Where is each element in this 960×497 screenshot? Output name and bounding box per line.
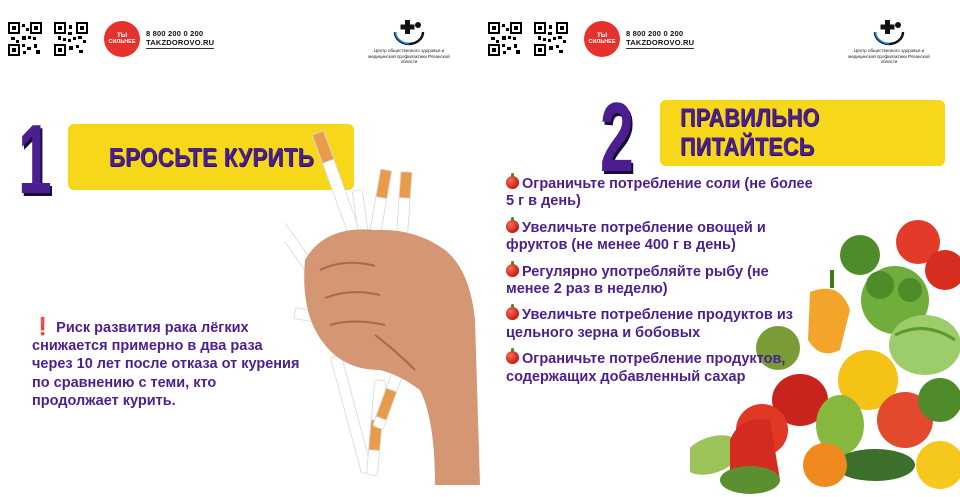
broken-cigarettes-hand-image [285,120,480,485]
brand-badge [584,21,620,57]
badge-line: СИЛЬНЕЕ [588,38,616,45]
qr-code-icon [8,22,42,56]
header-contacts [488,18,694,60]
list-item [506,351,816,386]
qr-code-icon [54,22,88,56]
apple-icon [506,307,519,320]
badge-line: СИЛЬНЕЕ [108,38,136,45]
nutrition-tips-list [506,176,816,395]
org-name: Центр общественного здоровья и медицинской профилактики Рязанской области [848,48,930,65]
list-item [506,220,816,255]
qr-code-icon [534,22,568,56]
org-logo-block [366,18,452,65]
org-logo-icon [871,18,907,46]
website-link[interactable]: TAKZDOROVO.RU [146,38,215,47]
risk-text: Риск развития рака лёгких снижается примерно в два раза через 10 лет после отказа от курения по сравнению с теми, кто продолжает курить. [32,320,300,409]
apple-icon [506,351,519,364]
badge-line: ТЫ [116,31,128,39]
contact-block [146,29,214,49]
brand-badge [104,21,140,57]
list-item [506,307,816,342]
website-link[interactable]: TAKZDOROVO.RU [626,38,695,47]
tip-text: Увеличьте потребление продуктов из цельного зерна и бобовых [506,307,793,341]
step-number: 1 [18,104,52,214]
slide-title: ПРАВИЛЬНО ПИТАЙТЕСЬ [679,104,820,161]
org-name: Центр общественного здоровья и медицинской профилактики Рязанской области [368,48,450,65]
tip-text: Увеличьте потребление овощей и фруктов (не менее 400 г в день) [506,219,766,254]
slide-title: БРОСЬТЕ КУРИТЬ [108,141,314,172]
header-contacts [8,18,214,60]
tip-text: Регулярно употребляйте рыбу (не менее 2 раз в неделю) [506,263,769,297]
phone-number: 8 800 200 0 200 [626,29,684,38]
qr-code-icon [488,22,522,56]
risk-info-text [32,316,300,410]
apple-icon [506,264,519,277]
badge-line: ТЫ [596,31,608,39]
list-item [506,176,816,211]
title-banner [660,100,945,166]
step-number: 2 [600,82,634,192]
phone-number: 8 800 200 0 200 [146,29,204,38]
tip-text: Ограничьте потребление продуктов, содержащих добавленный сахар [506,351,786,385]
apple-icon [506,220,519,233]
exclamation-icon: ❗ [32,317,54,336]
org-logo-block [846,18,932,65]
list-item [506,264,816,299]
tip-text: Ограничьте потребление соли (не более 5 г в день) [506,176,813,210]
contact-block [626,29,694,49]
org-logo-icon [391,18,427,46]
apple-icon [506,176,519,189]
